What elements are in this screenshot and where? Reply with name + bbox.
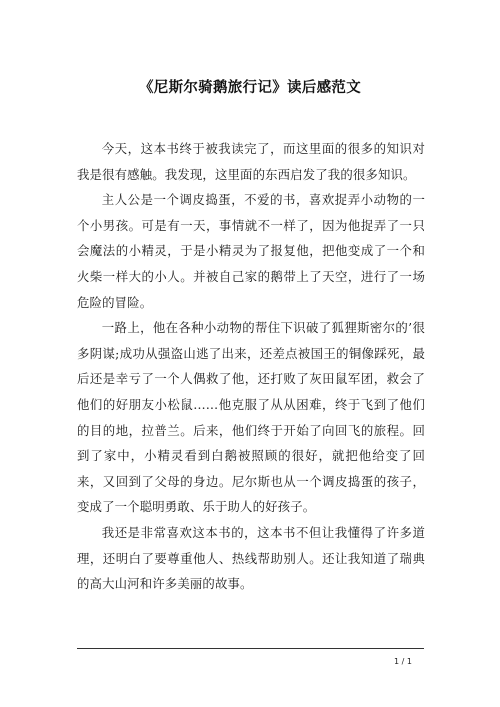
paragraph-3: 一路上，他在各种小动物的帮住下识破了狐狸斯密尔的’很多阴谋;成功从强盗山逃了出来，还差点被国王的铜像踩死，最后还是幸亏了一个人偶救了他，还打败了灰田鼠军团，救会了他们的好朋友小松鼠……他克服了从从困难，终于飞到了他们的目的地，拉普兰。后来，他们终于开始了向回飞的旅程。回到了家中，小精灵看到白鹅被照顾的很好，就把他给变了回来，又回到了父母的身边。尼尔斯也从一个调皮捣蛋的孩子，变成了一个聪明勇敢、乐于助人的好孩子。 bbox=[77, 320, 425, 515]
footer-divider bbox=[77, 648, 424, 649]
paragraph-1: 今天，这本书终于被我读完了，而这里面的很多的知识对我是很有感触。我发现，这里面的东西启发了我的很多知识。 bbox=[77, 141, 425, 182]
paragraph-4: 我还是非常喜欢这本书的，这本书不但让我懂得了许多道理，还明白了要尊重他人、热线帮助别人。还让我知道了瑞典的高大山河和许多美丽的故事。 bbox=[77, 524, 425, 592]
page-number: 1 / 1 bbox=[394, 657, 412, 666]
document-body bbox=[77, 136, 425, 597]
paragraph-2: 主人公是一个调皮捣蛋，不爱的书，喜欢捉弄小动物的一个小男孩。可是有一天，事情就不一样了，因为他捉弄了一只会魔法的小精灵，于是小精灵为了报复他，把他变成了一个和火柴一样大的小人。并被自己家的鹅带上了天空，进行了一场危险的冒险。 bbox=[77, 192, 425, 310]
document-title: 《尼斯尔骑鹅旅行记》读后感范文 bbox=[139, 79, 361, 96]
